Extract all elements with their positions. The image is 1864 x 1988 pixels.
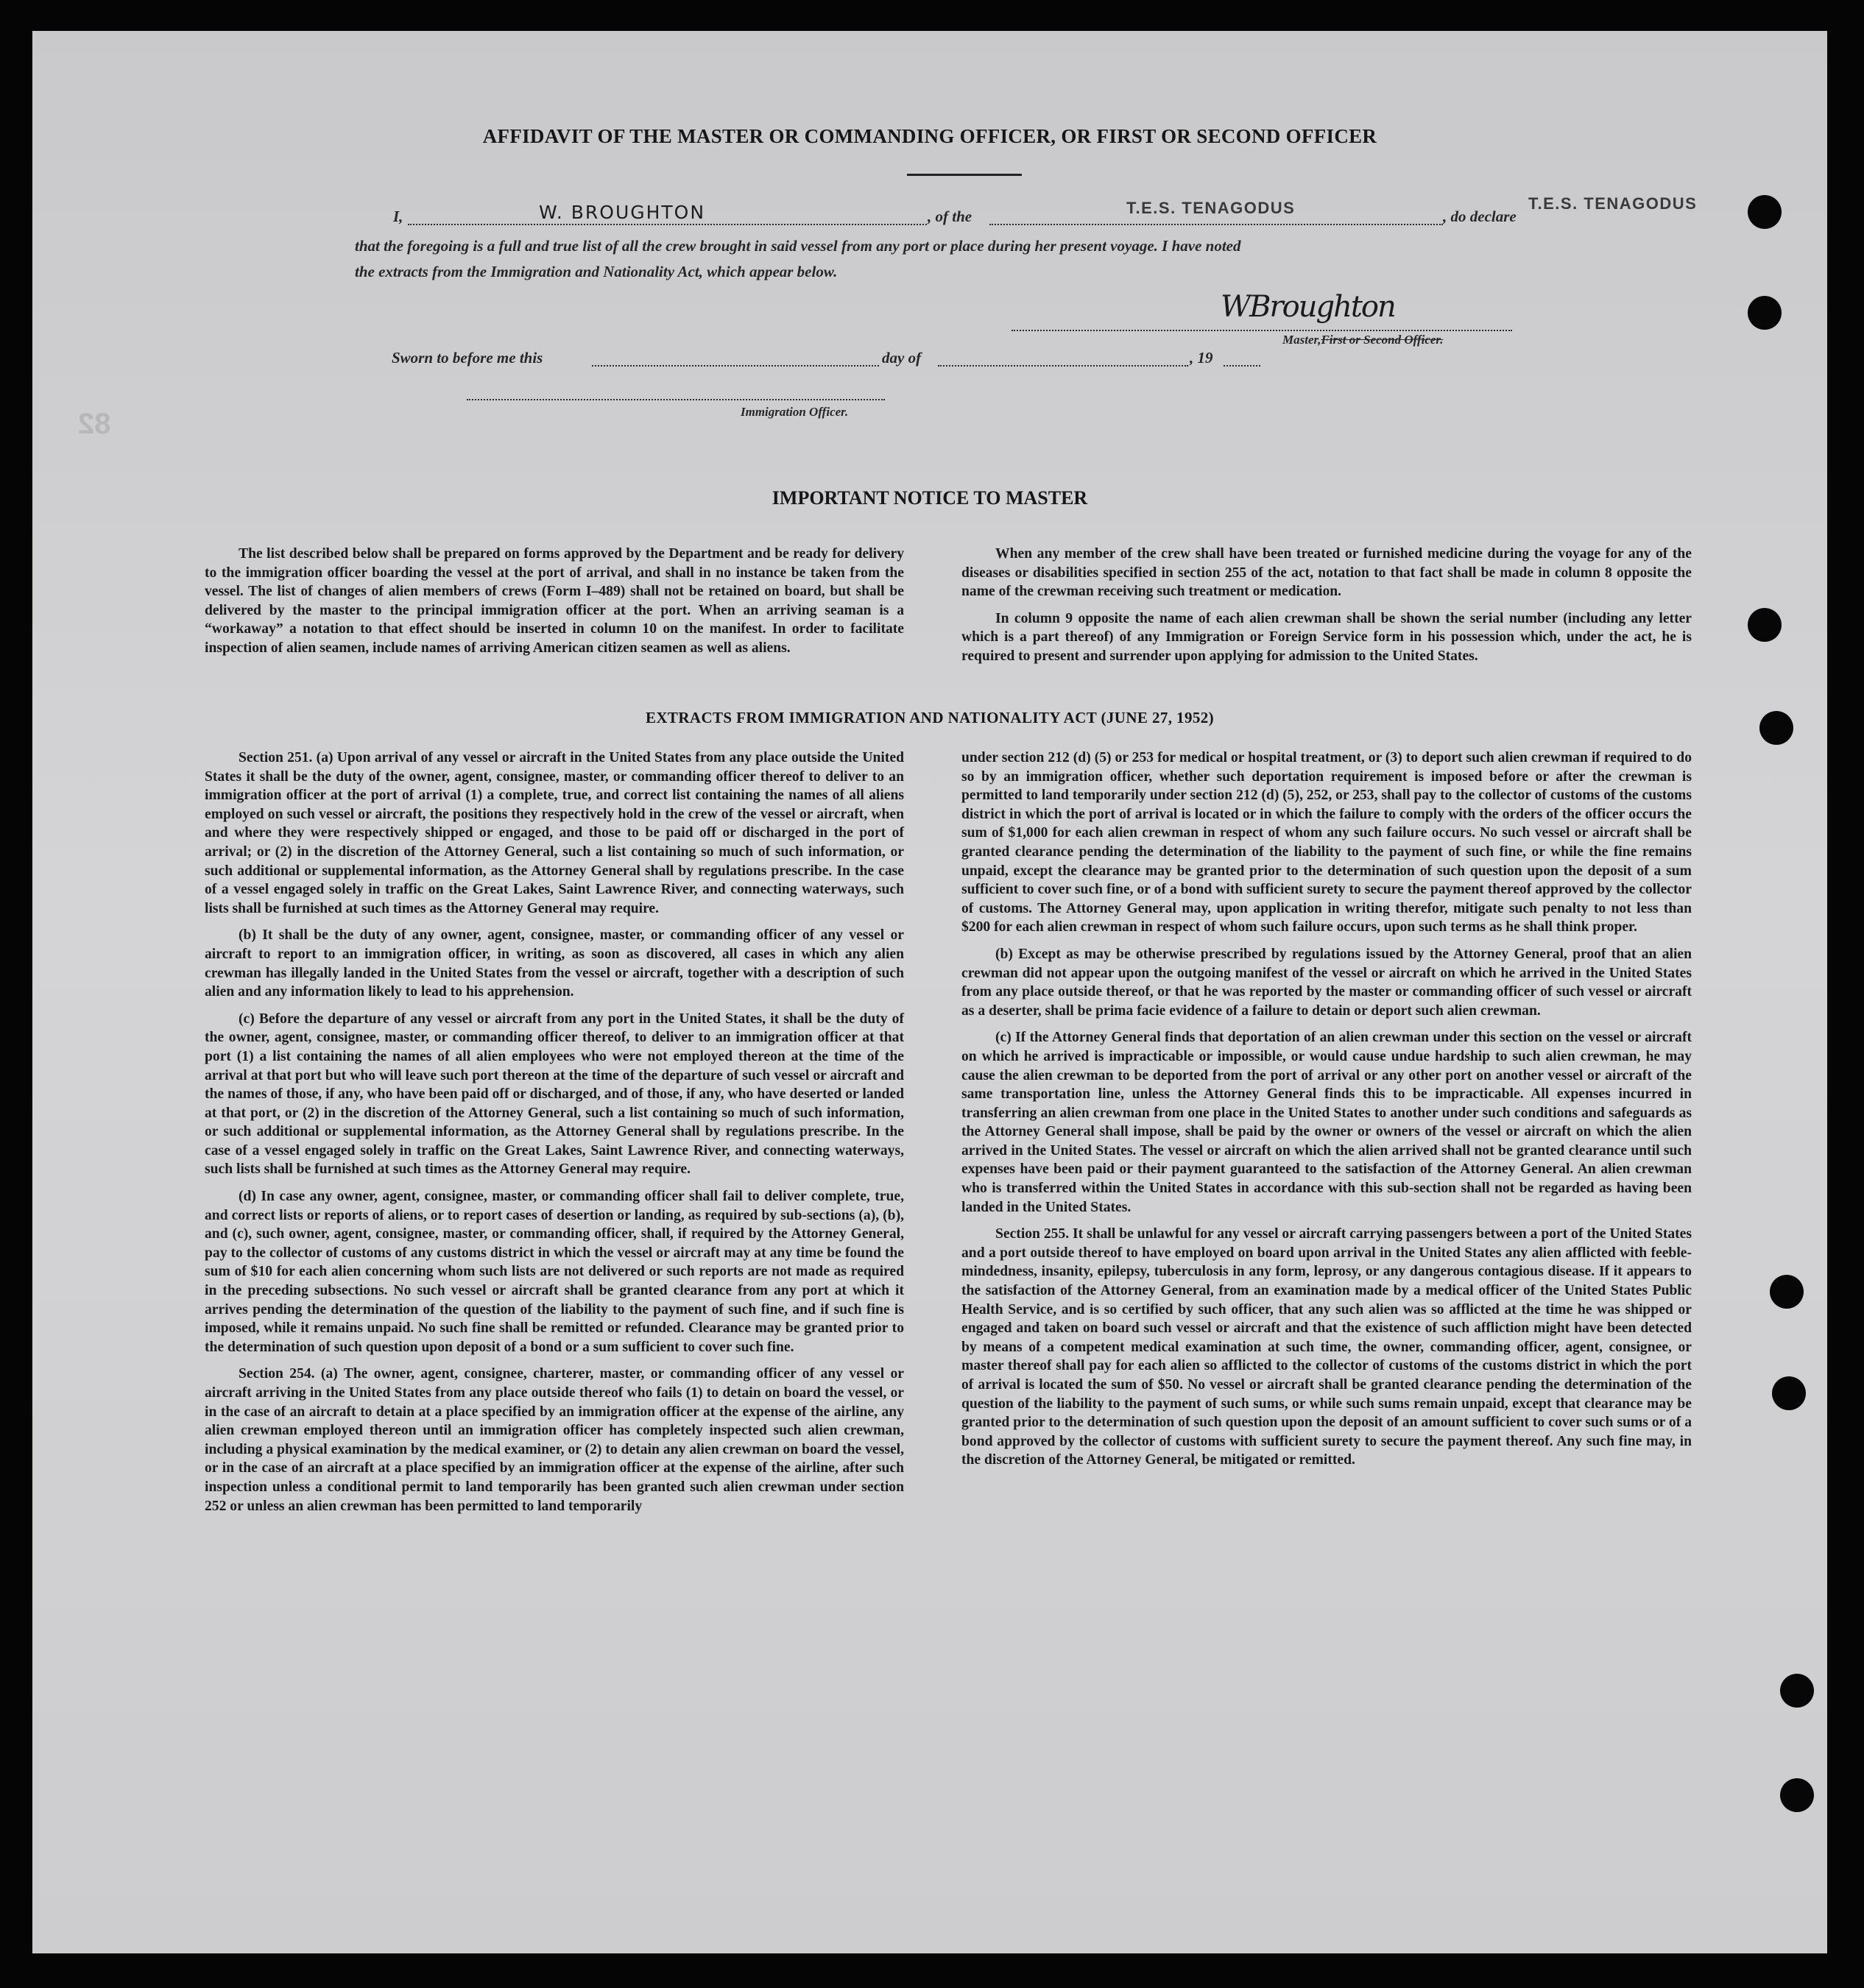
binder-hole: [1748, 296, 1782, 330]
sworn-year-line: [1224, 365, 1260, 367]
binder-hole: [1780, 1674, 1814, 1708]
immigration-officer-label: Immigration Officer.: [741, 405, 849, 419]
extracts-right-column: [961, 749, 1692, 1478]
title-underline: [907, 174, 1022, 176]
binder-hole: [1748, 195, 1782, 229]
vessel-field-line: [989, 224, 1443, 225]
notice-right-column: [961, 545, 1692, 674]
master-signature: WBroughton: [1221, 290, 1395, 324]
extract-paragraph: (c) If the Attorney General finds that deportation of an alien crewman under this section on the vessel or aircraft on which he arrived is impracticable or impossible, or would cause undue hardship to such alien crewman, he may cause the alien crewman to be deported from the port of arrival or any other port on another vessel or aircraft of the same transportation line, unless the Attorney General finds this to be impracticable. All expenses incurred in transferring an alien crewman from one place in the United States to another under such conditions and safeguards as the Attorney General shall impose, shall be paid by the owner or owners of the vessel or aircraft on which the alien arrived in the United States. The vessel or aircraft on which the alien arrived shall not be granted clearance until such expenses have been paid or their payment guaranteed to the satisfaction of the Attorney General. An alien crewman who is transferred within the United States in accordance with this sub-section shall not be regarded as having been landed in the United States.: [961, 1030, 1692, 1215]
vessel-name-stamp: T.E.S. TENAGODUS: [1126, 199, 1296, 217]
binder-hole: [1759, 711, 1793, 745]
master-name-handwritten: W. BROUGHTON: [539, 202, 706, 223]
document-page: [32, 31, 1827, 1953]
of-the-label: , of the: [928, 208, 972, 225]
extract-paragraph: Section 251. (a) Upon arrival of any vessel or aircraft in the United States from any place outside the United States it shall be the duty of the owner, agent, consignee, master, or commanding officer thereof to deliver to an immigration officer at the port of arrival (1) a complete, true, and correct list containing the names of all aliens employed on such vessel or aircraft, the positions they respectively hold in the crew of the vessel or aircraft, when and where they were respectively shipped or engaged, and those to be paid off or discharged in the port of arrival; or (2) in the discretion of the Attorney General, such a list containing so much of such information, or such additional or supplemental information, as the Attorney General shall by regulations prescribe. In the case of a vessel engaged solely in traffic on the Great Lakes, Saint Lawrence River, and connecting waterways, such lists shall be furnished at such times as the Attorney General may require.: [205, 750, 904, 916]
margin-vessel-stamp: T.E.S. TENAGODUS: [1528, 194, 1698, 213]
i-label: I,: [393, 208, 403, 225]
signer-title-struck: First or Second Officer.: [1321, 333, 1444, 347]
day-of-label: day of: [882, 349, 922, 367]
year-label: , 19: [1190, 349, 1213, 367]
extract-paragraph: Section 254. (a) The owner, agent, consignee, charterer, master, or commanding officer of any vessel or aircraft arriving in the United States from any place outside thereof who fails (1) to detain on board the vessel, or in the case of an aircraft to detain at a place specified by an immigration officer at the expense of the airline, any alien crewman employed thereon until an immigration officer has completely inspected such alien crewman, including a physical examination by the medical examiner, or (2) to detain any alien crewman on board the vessel, or in the case of an aircraft at a place specified by an immigration officer at the expense of the airline, after such inspection unless a conditional permit to land temporarily has been granted such alien crewman under section 252 or unless an alien crewman has been permitted to land temporarily: [205, 1366, 904, 1514]
extracts-left-column: [205, 749, 904, 1524]
extract-paragraph: Section 255. It shall be unlawful for any vessel or aircraft carrying passengers between a port of the United States and a port outside thereof to have employed on board upon arrival in the United States any alien afflicted with feeble-mindedness, insanity, epilepsy, tuberculosis in any form, leprosy, or any dangerous contagious disease. If it appears to the satisfaction of the Attorney General, from an examination made by a medical officer of the United States Public Health Service, and is so certified by such officer, that any such alien was so afflicted at the time he was shipped or engaged and taken on board such vessel or aircraft and that the existence of such affliction might have been detected by means of a competent medical examination at such time, the owner, commanding officer, agent, consignee, or master thereof shall pay for each alien so afflicted to the collector of customs of the customs district in which the port of arrival is located the sum of $50. No vessel or aircraft shall be granted clearance pending the determination of the question of the liability to the payment of such sums, or while such sums remain unpaid, except that clearance may be granted prior to the determination of such question upon the deposit of an amount sufficient to cover such sums or of a bond approved by the collector of customs with sufficient surety to secure the payment thereof. Any such fine may, in the discretion of the Attorney General, be mitigated or remitted.: [961, 1226, 1692, 1468]
notice-paragraph: When any member of the crew shall have been treated or furnished medicine during the voyage for any of the diseases or disabilities specified in section 255 of the act, notation to that fact shall be made in column 8 opposite the name of the crewman receiving such treatment or medication.: [961, 546, 1692, 600]
notice-paragraph: The list described below shall be prepared on forms approved by the Department and be ready for delivery to the immigration officer boarding the vessel at the port of arrival, and shall in no instance be taken from the vessel. The list of changes of alien members of crews (Form I–489) shall not be retained on board, but shall be delivered by the master to the principal immigration officer at the port. When an arriving seaman is a “workaway” a notation to that effect should be inserted in column 10 on the manifest. In order to facilitate inspection of alien seamen, include names of arriving American citizen seamen as well as aliens.: [205, 546, 904, 656]
do-declare-label: , do declare: [1443, 208, 1517, 225]
signer-title: [1282, 333, 1443, 347]
extract-paragraph: (c) Before the departure of any vessel or aircraft from any port in the United States, it shall be the duty of the owner, agent, consignee, master, or commanding officer thereof, to deliver to an immigration officer at that port (1) a list containing the names of all alien employees who were not employed thereon at the time of the arrival at that port but who will leave such port thereon at the time of the departure of such vessel or aircraft and the names of those, if any, who have been paid off or discharged, and of those, if any, who have deserted or landed at that port, or (2) in the discretion of the Attorney General, such a list containing so much of such information, or such additional or supplemental information, as the Attorney General shall by regulations prescribe. In the case of a vessel engaged solely in traffic on the Great Lakes, Saint Lawrence River, and connecting waterways, such lists shall be furnished at such times as the Attorney General may require.: [205, 1011, 904, 1178]
extracts-title: EXTRACTS FROM IMMIGRATION AND NATIONALITY ACT (JUNE 27, 1952): [645, 709, 1215, 726]
sworn-label: Sworn to before me this: [392, 349, 543, 367]
sworn-month-line: [938, 365, 1188, 367]
name-field-line: [408, 224, 927, 225]
notice-paragraph: In column 9 opposite the name of each alien crewman shall be shown the serial number (including any letter which is a part thereof) of any Immigration or Foreign Service form in his possession which, under the act, he is required to present and surrender upon applying for admission to the United States.: [961, 610, 1692, 664]
declaration-line-1: that the foregoing is a full and true list of all the crew brought in said vessel from any port or place during her present voyage. I have noted: [355, 237, 1241, 255]
affidavit-title: AFFIDAVIT OF THE MASTER OR COMMANDING OFFICER, OR FIRST OR SECOND OFFICER: [482, 125, 1377, 147]
signature-line: [1012, 330, 1512, 331]
binder-hole: [1748, 608, 1782, 642]
extract-paragraph: (b) It shall be the duty of any owner, agent, consignee, master, or commanding officer of any vessel or aircraft to report to an immigration officer, in writing, as soon as discovered, all cases in which any alien crewman has illegally landed in the United States from the vessel or aircraft, together with a description of such alien and any information likely to lead to his apprehension.: [205, 927, 904, 1000]
extract-paragraph: under section 212 (d) (5) or 253 for medical or hospital treatment, or (3) to deport such alien crewman if required to do so by an immigration officer, whether such deportation requirement is imposed before or after the crewman is permitted to land temporarily under section 212 (d) (5), 252, or 253, shall pay to the collector of customs of the customs district in which the port of arrival is located or in which the failure to comply with the orders of the officer occurs the sum of $1,000 for each alien crewman in respect of whom any such failure occurs. No such vessel or aircraft shall be granted clearance pending the determination of the liability to the payment of such fine, or while the fine remains unpaid, except the clearance may be granted prior to the determination of such question upon the deposit of a sum sufficient to cover such fine, or of a bond with sufficient surety to secure the payment thereof approved by the collector of customs. The Attorney General may, upon application in writing therefor, mitigate such penalty to not less than $200 for each alien crewman in respect of whom such failure occurs, upon such terms as he shall think proper.: [961, 750, 1692, 935]
binder-hole: [1772, 1376, 1806, 1410]
declaration-line-2: the extracts from the Immigration and Nationality Act, which appear below.: [355, 263, 838, 280]
notice-left-column: [205, 545, 904, 658]
binder-hole: [1780, 1778, 1814, 1812]
binder-hole: [1770, 1275, 1804, 1309]
notice-title: IMPORTANT NOTICE TO MASTER: [772, 487, 1088, 509]
extract-paragraph: (b) Except as may be otherwise prescribed by regulations issued by the Attorney General, proof that an alien crewman did not appear upon the outgoing manifest of the vessel or aircraft on which he arrived in the United States from any place outside thereof, or that he was reported by the master or commanding officer of such vessel or aircraft as a deserter, shall be prima facie evidence of a failure to detain or deport such alien crewman.: [961, 946, 1692, 1019]
immigration-officer-line: [467, 399, 885, 400]
signer-title-master: Master,: [1282, 333, 1321, 347]
margin-page-number: 82: [78, 408, 111, 440]
extract-paragraph: (d) In case any owner, agent, consignee, master, or commanding officer shall fail to deliver complete, true, and correct lists or reports of aliens, or to report cases of desertion or landing, as required by sub-sections (a), (b), and (c), such owner, agent, consignee, master, or commanding officer, shall, if required by the Attorney General, pay to the collector of customs of any customs district in which the vessel or aircraft may at any time be found the sum of $10 for each alien concerning whom such lists are not delivered or such reports are not made as required in the preceding subsections. No such vessel or aircraft shall be granted clearance from any port at which it arrives pending the determination of the question of the liability to the payment of such fine, and if such fine is imposed, while it remains unpaid. No such fine shall be remitted or refunded. Clearance may be granted prior to the determination of such question upon deposit of a bond or a sum sufficient to cover such fine.: [205, 1189, 904, 1355]
sworn-day-line: [592, 365, 879, 367]
